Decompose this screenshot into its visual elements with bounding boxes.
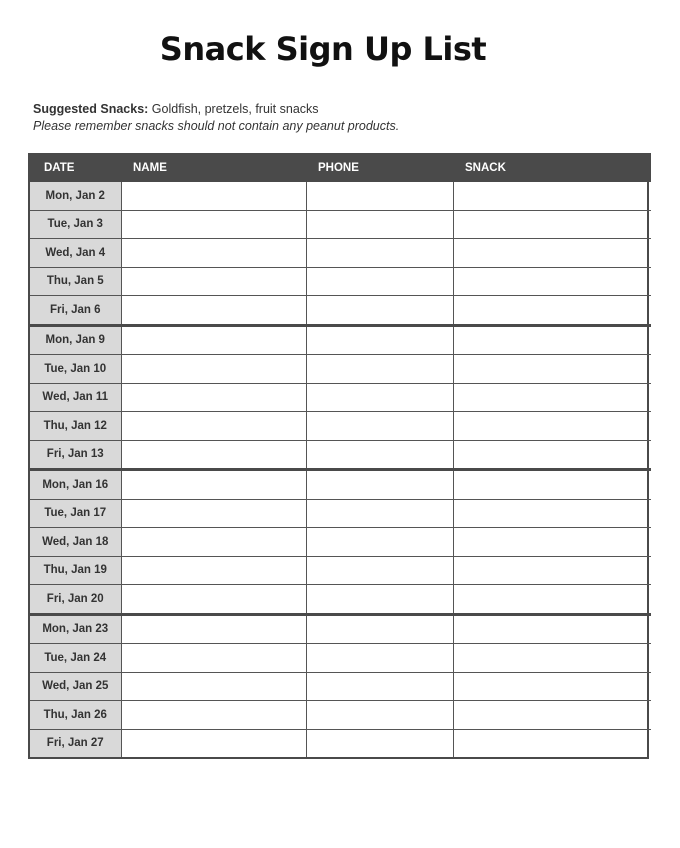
header-snack: SNACK [453,153,651,182]
phone-cell[interactable] [306,239,453,268]
table-row [30,528,651,557]
phone-cell[interactable] [306,412,453,441]
name-cell[interactable] [121,239,306,268]
snack-cell[interactable] [453,614,651,644]
table-row [30,239,651,268]
snack-cell[interactable] [453,239,651,268]
table-row [30,267,651,296]
date-cell: Thu, Jan 19 [30,556,121,585]
phone-cell[interactable] [306,528,453,557]
table-row [30,325,651,355]
table-row [30,470,651,500]
snack-cell[interactable] [453,499,651,528]
name-cell[interactable] [121,325,306,355]
phone-cell[interactable] [306,614,453,644]
table-row [30,182,651,210]
table-row [30,412,651,441]
snack-cell[interactable] [453,355,651,384]
table-row [30,585,651,615]
name-cell[interactable] [121,701,306,730]
phone-cell[interactable] [306,355,453,384]
snack-cell[interactable] [453,440,651,470]
phone-cell[interactable] [306,267,453,296]
suggested-snacks [33,102,319,116]
header-name: NAME [121,153,306,182]
phone-cell[interactable] [306,701,453,730]
snack-cell[interactable] [453,528,651,557]
name-cell[interactable] [121,672,306,701]
date-cell: Fri, Jan 20 [30,585,121,615]
date-cell: Fri, Jan 6 [30,296,121,326]
suggested-snacks-label: Suggested Snacks: [33,102,149,116]
table-row [30,296,651,326]
phone-cell[interactable] [306,585,453,615]
name-cell[interactable] [121,556,306,585]
phone-cell[interactable] [306,296,453,326]
name-cell[interactable] [121,355,306,384]
snack-cell[interactable] [453,182,651,210]
phone-cell[interactable] [306,182,453,210]
snack-cell[interactable] [453,672,651,701]
snack-cell[interactable] [453,556,651,585]
date-cell: Thu, Jan 12 [30,412,121,441]
suggested-snacks-text: Goldfish, pretzels, fruit snacks [148,102,319,116]
table-body [30,182,651,757]
signup-table-container [28,153,649,759]
name-cell[interactable] [121,528,306,557]
date-cell: Wed, Jan 25 [30,672,121,701]
page-title: Snack Sign Up List [159,30,487,68]
name-cell[interactable] [121,182,306,210]
name-cell[interactable] [121,383,306,412]
name-cell[interactable] [121,729,306,757]
date-cell: Mon, Jan 16 [30,470,121,500]
phone-cell[interactable] [306,644,453,673]
date-cell: Thu, Jan 5 [30,267,121,296]
name-cell[interactable] [121,585,306,615]
phone-cell[interactable] [306,210,453,239]
name-cell[interactable] [121,499,306,528]
date-cell: Wed, Jan 4 [30,239,121,268]
snack-cell[interactable] [453,701,651,730]
name-cell[interactable] [121,412,306,441]
date-cell: Mon, Jan 2 [30,182,121,210]
snack-cell[interactable] [453,210,651,239]
snack-cell[interactable] [453,412,651,441]
table-row [30,701,651,730]
table-row [30,556,651,585]
table-header-row [30,153,651,182]
name-cell[interactable] [121,644,306,673]
date-cell: Tue, Jan 3 [30,210,121,239]
snack-cell[interactable] [453,644,651,673]
snack-cell[interactable] [453,585,651,615]
name-cell[interactable] [121,440,306,470]
date-cell: Tue, Jan 10 [30,355,121,384]
table-row [30,383,651,412]
name-cell[interactable] [121,614,306,644]
snack-cell[interactable] [453,383,651,412]
name-cell[interactable] [121,470,306,500]
table-row [30,440,651,470]
phone-cell[interactable] [306,383,453,412]
phone-cell[interactable] [306,729,453,757]
snack-cell[interactable] [453,267,651,296]
table-row [30,355,651,384]
date-cell: Tue, Jan 24 [30,644,121,673]
table-row [30,614,651,644]
date-cell: Fri, Jan 13 [30,440,121,470]
date-cell: Thu, Jan 26 [30,701,121,730]
date-cell: Tue, Jan 17 [30,499,121,528]
date-cell: Wed, Jan 11 [30,383,121,412]
signup-table [30,153,651,757]
name-cell[interactable] [121,296,306,326]
table-row [30,729,651,757]
name-cell[interactable] [121,210,306,239]
phone-cell[interactable] [306,440,453,470]
phone-cell[interactable] [306,672,453,701]
snack-cell[interactable] [453,325,651,355]
snack-cell[interactable] [453,470,651,500]
header-date: DATE [30,153,121,182]
date-cell: Wed, Jan 18 [30,528,121,557]
phone-cell[interactable] [306,325,453,355]
phone-cell[interactable] [306,470,453,500]
snack-cell[interactable] [453,296,651,326]
peanut-note: Please remember snacks should not contain any peanut products. [33,119,400,133]
date-cell: Fri, Jan 27 [30,729,121,757]
phone-cell[interactable] [306,556,453,585]
snack-cell[interactable] [453,729,651,757]
phone-cell[interactable] [306,499,453,528]
header-phone: PHONE [306,153,453,182]
date-cell: Mon, Jan 9 [30,325,121,355]
table-row [30,672,651,701]
table-row [30,644,651,673]
table-row [30,210,651,239]
name-cell[interactable] [121,267,306,296]
table-row [30,499,651,528]
date-cell: Mon, Jan 23 [30,614,121,644]
